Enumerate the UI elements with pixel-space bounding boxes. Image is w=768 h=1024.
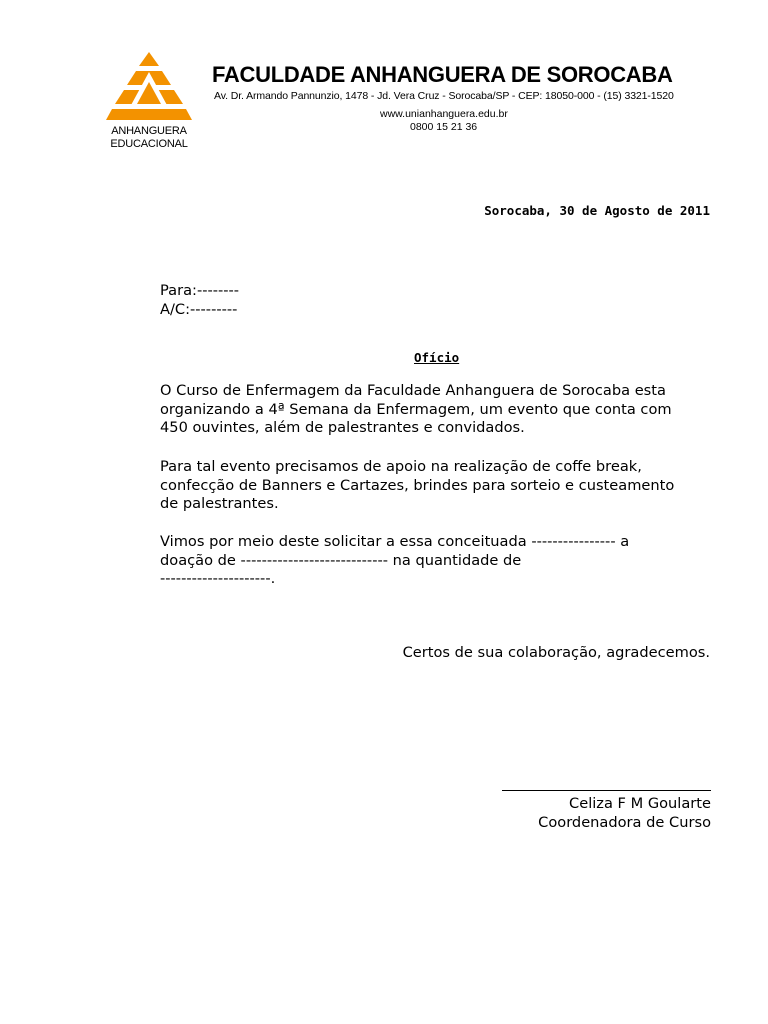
signature-line (502, 790, 711, 791)
institution-name: FACULDADE ANHANGUERA DE SOROCABA (212, 62, 673, 87)
signer-name: Celiza F M Goularte (569, 795, 711, 812)
institution-address: Av. Dr. Armando Pannunzio, 1478 - Jd. Vera Cruz - Sorocaba/SP - CEP: 18050-000 - (15) 3321-1520 (214, 90, 674, 102)
institution-phone: 0800 15 21 36 (410, 121, 478, 133)
document-title: Ofício (414, 350, 460, 365)
institution-website: www.unianhanguera.edu.br (380, 108, 508, 120)
body-paragraph-3: Vimos por meio deste solicitar a essa conceituada ---------------- a doação de ---------------------------- na quantidade de ---------------------. (160, 533, 630, 588)
letter-date: Sorocaba, 30 de Agosto de 2011 (484, 203, 710, 218)
closing-line: Certos de sua colaboração, agradecemos. (402, 644, 710, 661)
recipient-para: Para:-------- (160, 282, 240, 299)
logo-text-line1: ANHANGUERA (111, 125, 187, 137)
body-paragraph-1: O Curso de Enfermagem da Faculdade Anhanguera de Sorocaba esta organizando a 4ª Semana da Enfermagem, um evento que conta com 450 ouvintes, além de palestrantes e convidados. (160, 382, 672, 437)
recipient-ac: A/C:--------- (160, 301, 238, 318)
logo-text-line2: EDUCACIONAL (110, 138, 188, 150)
signer-title: Coordenadora de Curso (538, 814, 711, 831)
body-paragraph-2: Para tal evento precisamos de apoio na realização de coffe break, confecção de Banners e Cartazes, brindes para sorteio e custeamento de palestrantes. (160, 458, 675, 513)
